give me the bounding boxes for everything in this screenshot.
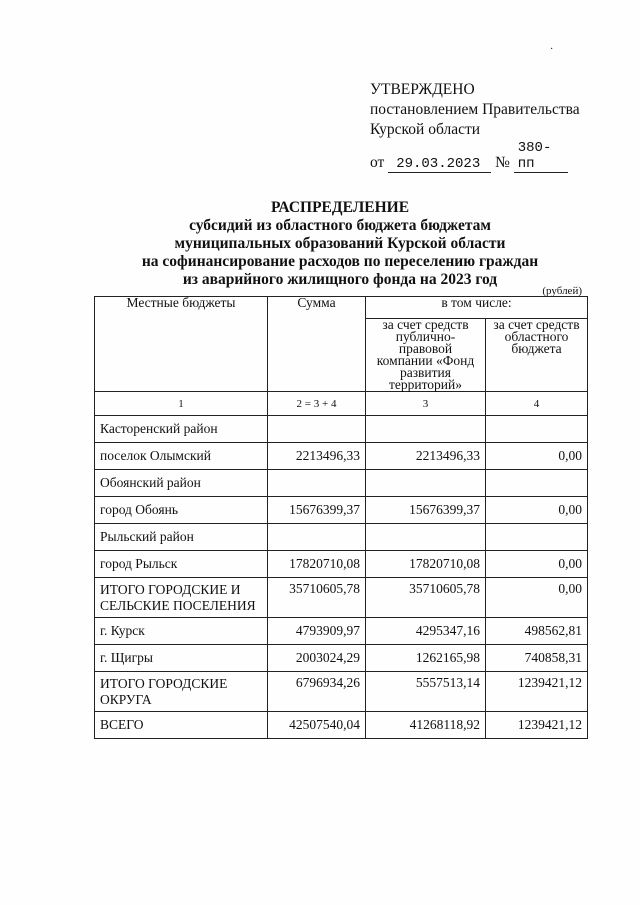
table-row	[95, 416, 588, 443]
row-sum: 2213496,33	[268, 443, 366, 470]
row-sum: 42507540,04	[268, 712, 366, 739]
row-name: Рыльский район	[95, 524, 268, 551]
title-line-1: РАСПРЕДЕЛЕНИЕ	[270, 199, 410, 216]
row-regional: 0,00	[486, 443, 588, 470]
table-row	[95, 645, 588, 672]
title-line-2: субсидий из областного бюджета бюджетам	[189, 217, 491, 234]
corner-mark: ·	[550, 44, 554, 55]
row-name: город Рыльск	[95, 551, 268, 578]
row-sum: 2003024,29	[268, 645, 366, 672]
row-regional: 498562,81	[486, 618, 588, 645]
row-sum	[268, 470, 366, 497]
from-label: от	[370, 154, 385, 171]
approval-date-line	[370, 140, 580, 173]
index-cell: 4	[486, 392, 588, 416]
index-row	[95, 392, 588, 416]
units-label: (рублей)	[542, 285, 582, 297]
row-regional: 0,00	[486, 578, 588, 618]
row-regional: 1239421,12	[486, 712, 588, 739]
row-fund: 17820710,08	[366, 551, 486, 578]
header-local-budgets: Местные бюджеты	[95, 297, 268, 392]
row-name: поселок Олымский	[95, 443, 268, 470]
table-row	[95, 524, 588, 551]
row-name: город Обоянь	[95, 497, 268, 524]
table-row-total	[95, 712, 588, 739]
index-cell: 1	[95, 392, 268, 416]
row-fund	[366, 416, 486, 443]
row-regional: 740858,31	[486, 645, 588, 672]
row-name: Касторенский район	[95, 416, 268, 443]
row-name: г. Щигры	[95, 645, 268, 672]
row-fund: 41268118,92	[366, 712, 486, 739]
index-cell: 2 = 3 + 4	[268, 392, 366, 416]
table-row	[95, 497, 588, 524]
row-name: ИТОГО ГОРОДСКИЕ И СЕЛЬСКИЕ ПОСЕЛЕНИЯ	[95, 578, 268, 618]
row-regional: 0,00	[486, 551, 588, 578]
row-regional: 1239421,12	[486, 672, 588, 712]
title-line-3: муниципальных образований Курской области	[174, 235, 506, 252]
row-sum: 15676399,37	[268, 497, 366, 524]
table-row	[95, 551, 588, 578]
row-sum: 35710605,78	[268, 578, 366, 618]
approval-title: УТВЕРЖДЕНО	[370, 81, 475, 98]
row-regional	[486, 524, 588, 551]
row-name: ВСЕГО	[95, 712, 268, 739]
approval-date: 29.03.2023	[388, 156, 491, 173]
number-label: №	[495, 154, 510, 171]
row-fund	[366, 470, 486, 497]
approval-line-3: Курской области	[370, 121, 481, 138]
header-including: в том числе:	[366, 297, 588, 319]
row-sum	[268, 524, 366, 551]
header-sum: Сумма	[268, 297, 366, 392]
row-sum: 4793909,97	[268, 618, 366, 645]
row-fund: 5557513,14	[366, 672, 486, 712]
table-row	[95, 443, 588, 470]
header-fund: за счет средств публично-правовой компании «Фонд развития территорий»	[366, 319, 486, 392]
row-name: г. Курск	[95, 618, 268, 645]
row-fund: 2213496,33	[366, 443, 486, 470]
row-fund: 35710605,78	[366, 578, 486, 618]
row-name: Обоянский район	[95, 470, 268, 497]
approval-number: 380-пп	[514, 140, 568, 173]
row-fund	[366, 524, 486, 551]
row-fund: 1262165,98	[366, 645, 486, 672]
document-title	[95, 199, 585, 289]
table-row-subtotal	[95, 672, 588, 712]
row-name: ИТОГО ГОРОДСКИЕ ОКРУГА	[95, 672, 268, 712]
subsidy-table	[94, 296, 588, 739]
approval-line-2: постановлением Правительства	[370, 101, 580, 118]
table-row	[95, 470, 588, 497]
title-line-4: на софинансирование расходов по переселению граждан	[141, 253, 539, 270]
row-regional	[486, 416, 588, 443]
row-regional: 0,00	[486, 497, 588, 524]
title-line-5: из аварийного жилищного фонда на 2023 год	[182, 271, 498, 288]
table-row	[95, 618, 588, 645]
header-regional: за счет средств областного бюджета	[486, 319, 588, 392]
row-fund: 4295347,16	[366, 618, 486, 645]
approval-block	[370, 80, 580, 173]
index-cell: 3	[366, 392, 486, 416]
row-regional	[486, 470, 588, 497]
row-fund: 15676399,37	[366, 497, 486, 524]
row-sum	[268, 416, 366, 443]
table-row-subtotal	[95, 578, 588, 618]
row-sum: 6796934,26	[268, 672, 366, 712]
row-sum: 17820710,08	[268, 551, 366, 578]
